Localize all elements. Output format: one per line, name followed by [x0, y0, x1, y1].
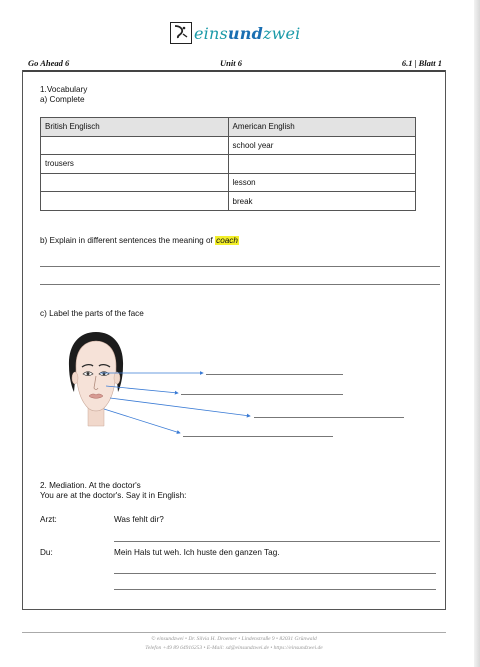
answer-line[interactable] — [114, 541, 440, 542]
highlighted-word: coach — [216, 236, 238, 245]
footer-divider — [22, 632, 446, 633]
label-line-3[interactable] — [254, 417, 404, 418]
book-title: Go Ahead 6 — [28, 58, 70, 68]
cell-american-4: break — [228, 192, 416, 211]
patient-line: Mein Hals tut weh. Ich huste den ganzen Tag. — [114, 548, 280, 557]
section-1-title: 1.Vocabulary — [40, 85, 88, 94]
doctor-line: Was fehlt dir? — [114, 515, 164, 524]
section-1c-instruction: c) Label the parts of the face — [40, 309, 144, 318]
speaker-you: Du: — [40, 548, 53, 557]
unit-label: Unit 6 — [220, 58, 242, 68]
section-1a-instruction: a) Complete — [40, 95, 85, 104]
sheet-number: 6.1 | Blatt 1 — [401, 58, 442, 68]
section-1b-instruction: b) Explain in different sentences the meaning of coach — [40, 236, 238, 245]
section-2-instruction: You are at the doctor's. Say it in English: — [40, 491, 187, 500]
cell-american-3: lesson — [228, 173, 416, 192]
answer-line[interactable] — [114, 573, 436, 574]
speaker-doctor: Arzt: — [40, 515, 57, 524]
cell-british-2: trousers — [41, 155, 229, 174]
section-2-title: 2. Mediation. At the doctor's — [40, 481, 141, 490]
column-header-american: American English — [228, 118, 416, 137]
footer-contact: Telefon +49 89 64916253 • E-Mail: sd@einsundzwei.de • https://einsundzwei.de — [145, 645, 323, 651]
cell-american-1: school year — [228, 136, 416, 155]
label-line-2[interactable] — [181, 394, 343, 395]
label-line-4[interactable] — [183, 436, 333, 437]
footer-address: © einsundzwei • Dr. Silvia H. Droemer • Lindenstraße 9 • 82031 Grünwald — [151, 636, 317, 642]
answer-line[interactable] — [114, 589, 436, 590]
logo-wordmark: einsundzwei — [194, 23, 301, 43]
column-header-british: British Englisch — [41, 118, 229, 137]
label-line-1[interactable] — [206, 374, 343, 375]
